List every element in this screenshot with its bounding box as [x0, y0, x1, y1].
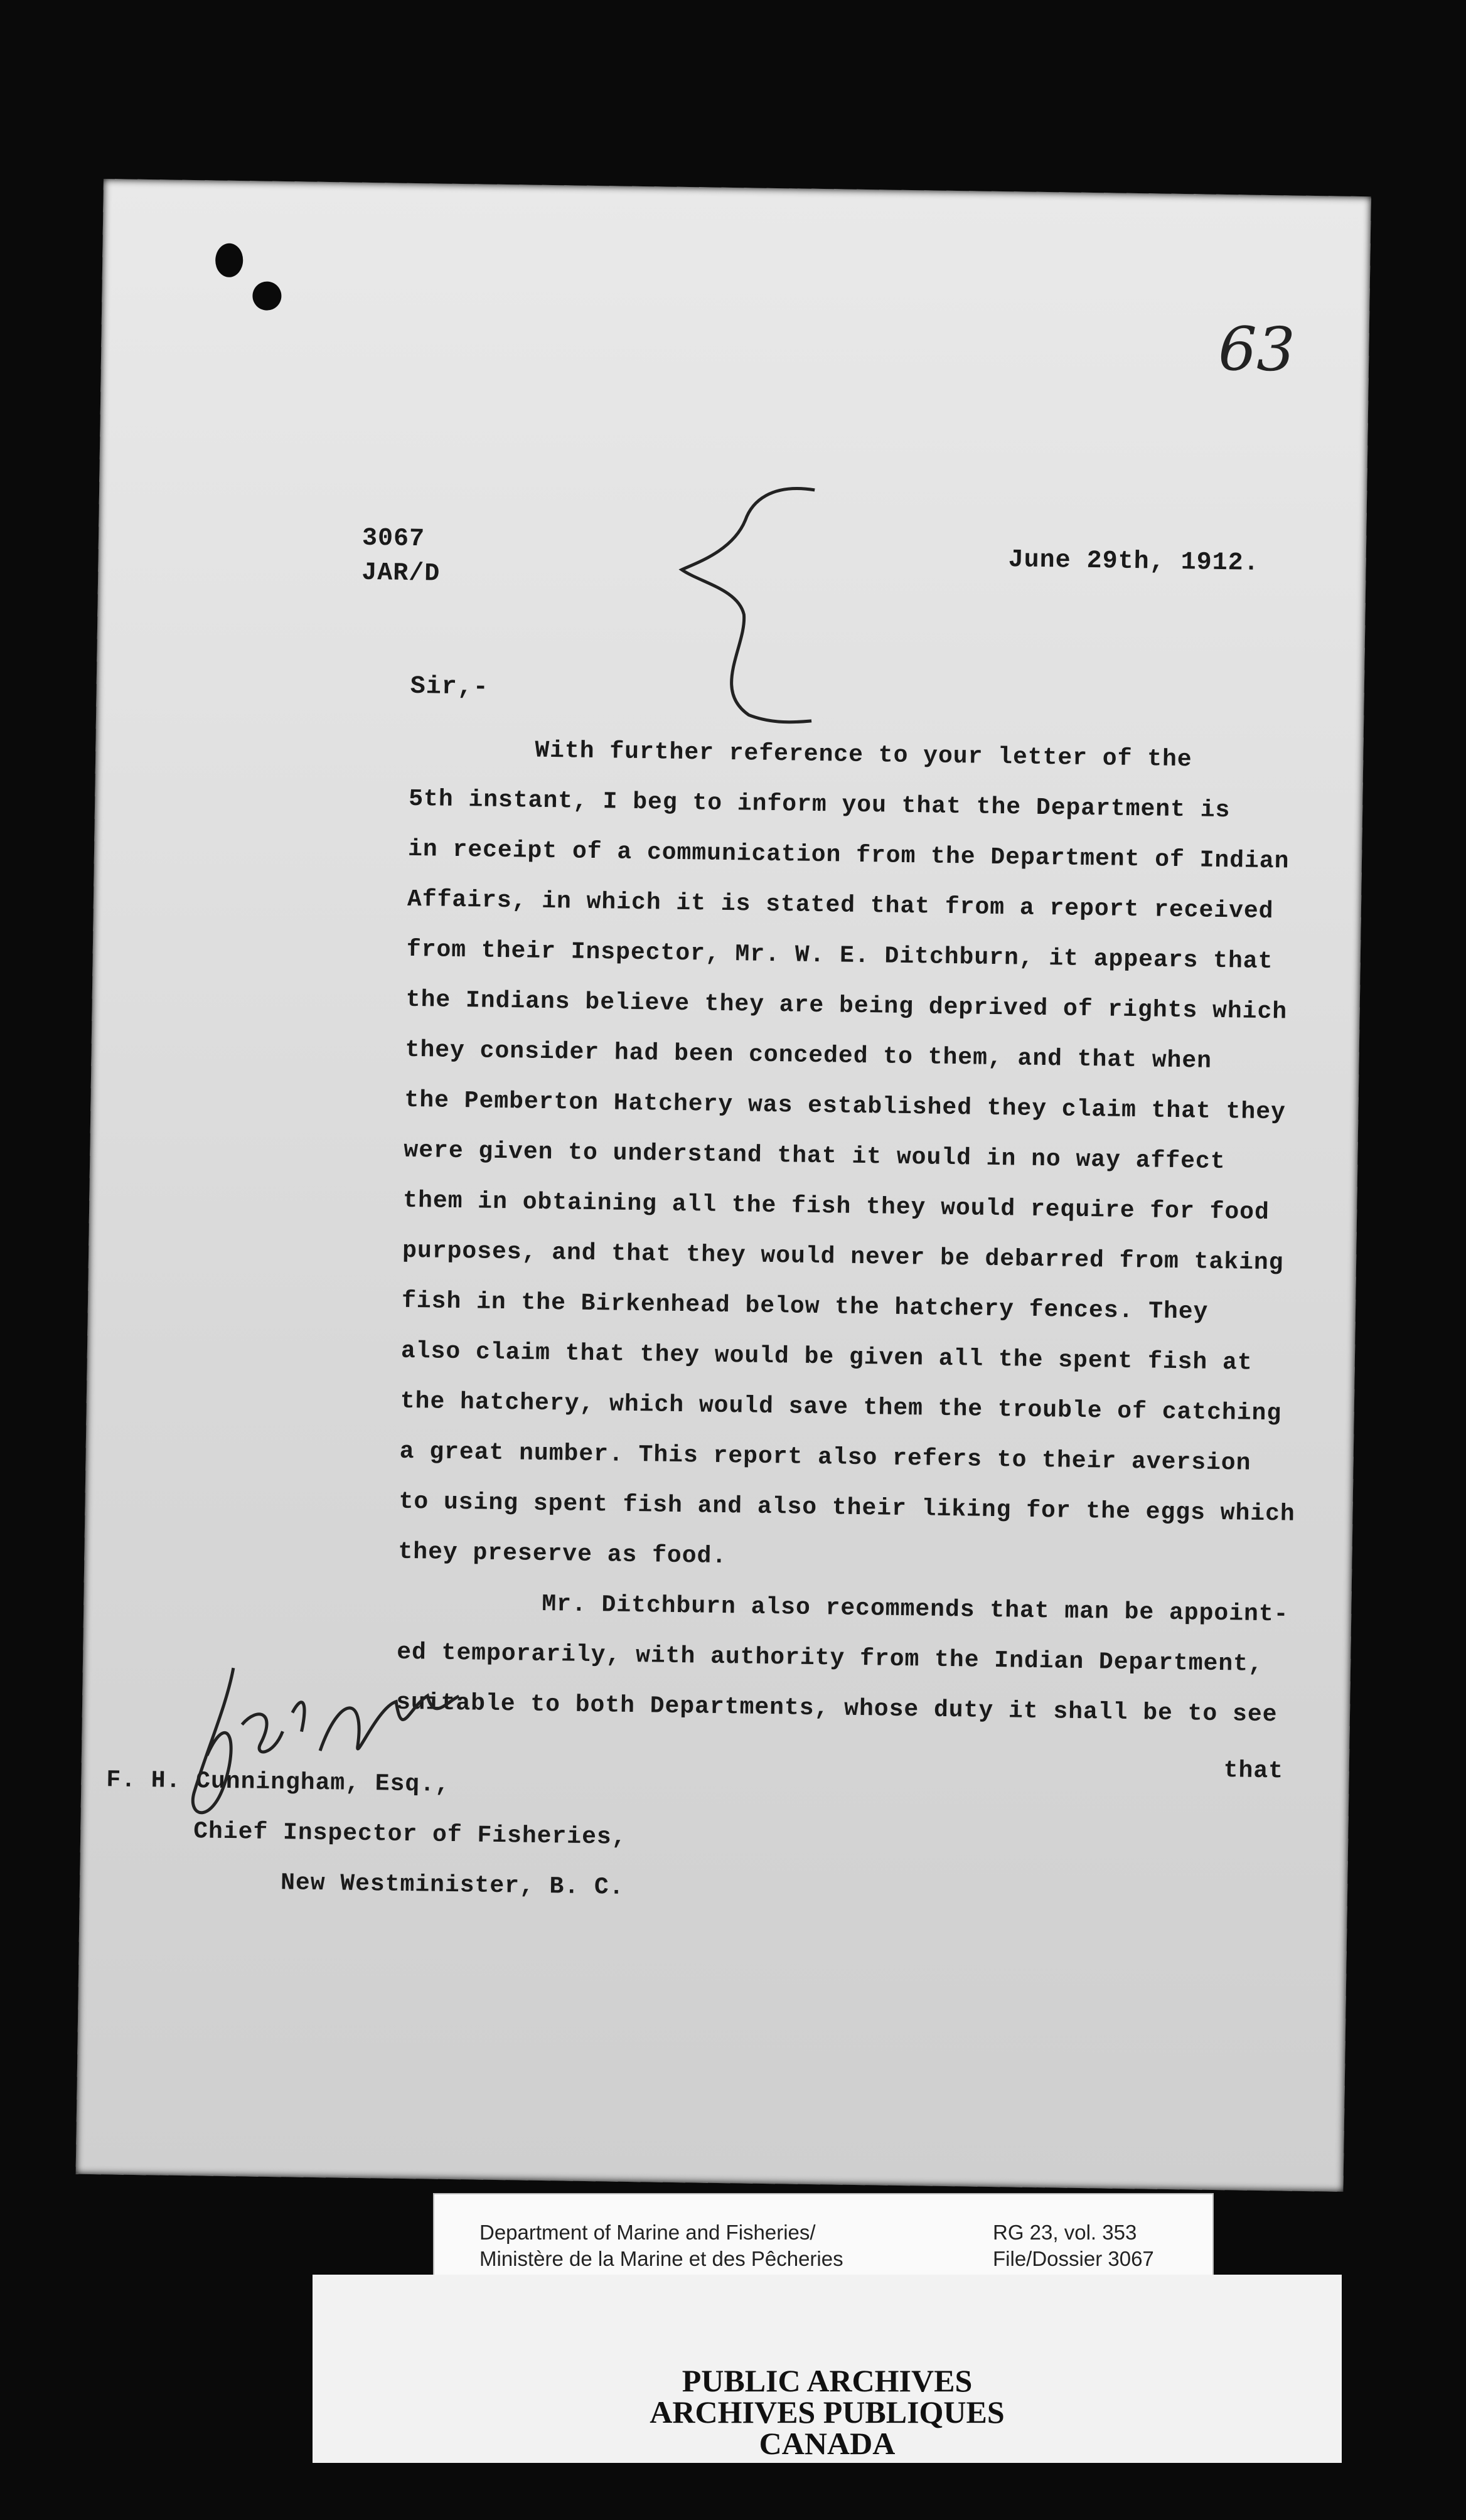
- body-line: Mr. Ditchburn also recommends that man be appoint-: [542, 1590, 1289, 1628]
- body-line: the hatchery, which would save them the trouble of catching: [400, 1387, 1282, 1428]
- bracket-mark: [673, 482, 827, 729]
- body-line: they preserve as food.: [398, 1538, 727, 1571]
- letter-date: June 29th, 1912.: [1008, 546, 1260, 578]
- body-line: the Indians believe they are being deprived of rights which: [405, 986, 1288, 1026]
- body-line: them in obtaining all the fish they would require for food: [403, 1187, 1270, 1227]
- continuation-word: that: [1223, 1757, 1284, 1785]
- salutation: Sir,-: [410, 672, 490, 702]
- body-line: were given to understand that it would in no way affect: [404, 1136, 1226, 1176]
- page-number: 63: [1217, 313, 1296, 385]
- file-dossier: File/Dossier 3067: [993, 2247, 1154, 2270]
- department-fr: Ministère de la Marine et des Pêcheries: [479, 2247, 843, 2270]
- body-line: they consider had been conceded to them, and that when: [405, 1036, 1212, 1075]
- addressee-title: Chief Inspector of Fisheries,: [193, 1818, 627, 1851]
- punch-hole: [215, 243, 243, 278]
- label-department: [479, 2219, 843, 2272]
- body-line: in receipt of a communication from the Department of Indian: [407, 835, 1290, 875]
- letter-page: [76, 179, 1371, 2192]
- stamp-line-3: CANADA: [759, 2426, 896, 2461]
- typist-initials: JAR/D: [361, 558, 441, 589]
- body-line: 5th instant, I beg to inform you that the Department is: [408, 785, 1231, 825]
- body-line: Affairs, in which it is stated that from a report received: [407, 885, 1274, 926]
- stamp-line-1: PUBLIC ARCHIVES: [682, 2363, 973, 2398]
- body-line: the Pemberton Hatchery was established they claim that they: [404, 1086, 1287, 1126]
- record-group: RG 23, vol. 353: [993, 2221, 1137, 2244]
- body-line: a great number. This report also refers to their aversion: [399, 1438, 1251, 1477]
- addressee-name: F. H. Cunningham, Esq.,: [106, 1766, 451, 1798]
- body-line: from their Inspector, Mr. W. E. Ditchburn, it appears that: [406, 936, 1273, 976]
- body-line: With further reference to your letter of the: [535, 737, 1192, 774]
- body-line: ed temporarily, with authority from the Indian Department,: [396, 1638, 1264, 1679]
- body-line: purposes, and that they would never be debarred from taking: [402, 1237, 1284, 1277]
- archives-stamp: [313, 2275, 1342, 2463]
- body-line: to using spent fish and also their liking for the eggs which: [399, 1488, 1296, 1528]
- punch-hole: [252, 281, 282, 311]
- body-line: fish in the Birkenhead below the hatchery fences. They: [401, 1287, 1209, 1326]
- body-line: suitable to both Departments, whose duty it shall be to see: [395, 1689, 1278, 1729]
- body-line: also claim that they would be given all the spent fish at: [400, 1337, 1253, 1377]
- file-reference: 3067: [361, 524, 425, 554]
- department-en: Department of Marine and Fisheries/: [479, 2221, 816, 2244]
- handwritten-initials: [130, 1654, 484, 1898]
- stamp-line-2: ARCHIVES PUBLIQUES: [650, 2395, 1005, 2430]
- addressee-location: New Westminister, B. C.: [280, 1869, 624, 1901]
